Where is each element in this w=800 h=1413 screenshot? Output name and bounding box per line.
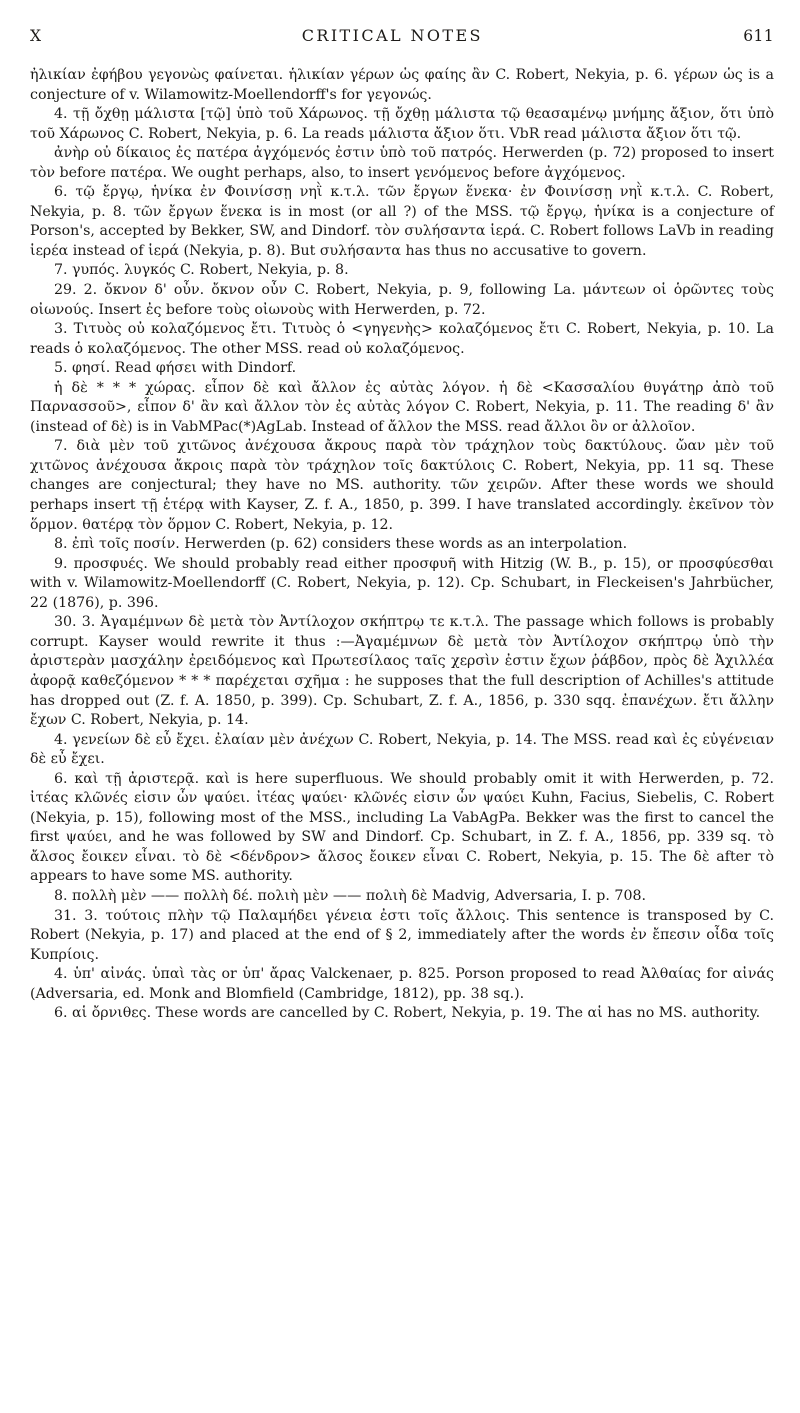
note-paragraph: 4. ὑπ' αἰνάς. ὑπαὶ τὰς or ὑπ' ἄρας Valckenaer, p. 825. Porson proposed to read Ἀλθαίας for αἰνάς (Adversaria, ed. Monk and Blomfield (Cambridge, 1812), pp. 38 sq.). [30,966,774,1002]
note-paragraph: 4. τῇ ὄχθῃ μάλιστα [τῷ] ὑπὸ τοῦ Χάρωνος. τῇ ὄχθῃ μάλιστα τῷ θεασαμένῳ μνήμης ἄξιον, ὅτι ὑπὸ τοῦ Χάρωνος C. Robert, Nekyia, p. 6. La reads μάλιστα ἄξιον ὅτι. VbR read μάλιστα ἄξιον ὅτι τῷ. [30,106,774,142]
note-paragraph: 7. γυπός. λυγκός C. Robert, Nekyia, p. 8. [54,262,349,279]
running-title: CRITICAL NOTES [301,26,483,45]
note-paragraph: 7. διὰ μὲν τοῦ χιτῶνος ἀνέχουσα ἄκρους παρὰ τὸν τράχηλον τοὺς δακτύλους. ὤαν μὲν τοῦ χιτῶνος ἀνέχουσα ἄκροις παρὰ τὸν τράχηλον τοῖς δακτύλοις C. Robert, Nekyia, pp. 11 sq. These changes are conjectural; they have no MS. authority. τῶν χειρῶν. After these words we should perhaps insert τῇ ἑτέρᾳ with Kayser, Z. f. A., 1850, p. 399. I have translated accordingly. ἐκεῖνον τὸν ὅρμον. θατέρᾳ τὸν ὅρμον C. Robert, Nekyia, p. 12. [30,438,774,533]
notes-body [30,66,774,1024]
chapter-number: X [30,27,42,45]
page-number: 611 [743,27,774,45]
note-paragraph: 8. πολλὴ μὲν —— πολλὴ δέ. πολιὴ μὲν —— πολιὴ δὲ Madvig, Adversaria, I. p. 708. [54,887,647,904]
note-paragraph: 5. φησί. Read φήσει with Dindorf. [54,360,297,377]
note-paragraph: ἀνὴρ οὐ δίκαιος ἐς πατέρα ἀγχόμενός ἐστιν ὑπὸ τοῦ πατρός. Herwerden (p. 72) proposed to insert τὸν before πατέρα. We ought perhaps, also, to insert γενόμενος before ἀγχόμενος. [30,145,774,181]
note-paragraph: 6. τῷ ἔργῳ, ἡνίκα ἐν Φοινίσσῃ νηῒ κ.τ.λ. τῶν ἔργων ἕνεκα· ἐν Φοινίσσῃ νηῒ κ.τ.λ. C. Robert, Nekyia, p. 8. τῶν ἔργων ἕνεκα is in most (or all ?) of the MSS. τῷ ἔργῳ, ἡνίκα is a conjecture of Porson's, accepted by Bekker, SW, and Dindorf. τὸν συλήσαντα ἱερά. C. Robert follows LaVb in reading ἱερέα instead of ἱερά (Nekyia, p. 8). But συλήσαντα has thus no accusative to govern. [30,184,774,259]
note-paragraph: 3. Τιτυὸς οὐ κολαζόμενος ἔτι. Τιτυὸς ὁ <γηγενὴς> κολαζόμενος ἔτι C. Robert, Nekyia, p. 10. La reads ὁ κολαζόμενος. The other MSS. read οὐ κολαζόμενος. [30,321,774,357]
note-paragraph: 30. 3. Ἀγαμέμνων δὲ μετὰ τὸν Ἀντίλοχον σκήπτρῳ τε κ.τ.λ. The passage which follows is probably corrupt. Kayser would rewrite it thus :—Ἀγαμέμνων δὲ μετὰ τὸν Ἀντίλοχον σκήπτρῳ ὑπὸ τὴν ἀριστερὰν μασχάλην ἐρειδόμενος καὶ Πρωτεσίλαος ταῖς χερσὶν ἐστιν ἔχων ῥάβδον, πρὸς δὲ Ἀχιλλέα ἀφορᾷ καθεζόμενον * * * παρέχεται σχῆμα : he supposes that the full description of Achilles's attitude has dropped out (Z. f. A. 1850, p. 399). Cp. Schubart, Z. f. A., 1856, p. 330 sqq. ἐπανέχων. ἔτι ἄλλην ἔχων C. Robert, Nekyia, p. 14. [30,614,774,729]
note-paragraph: 4. γενείων δὲ εὖ ἔχει. ἐλαίαν μὲν ἀνέχων C. Robert, Nekyia, p. 14. The MSS. read καὶ ἐς εὐγένειαν δὲ εὖ ἔχει. [30,731,774,768]
note-paragraph: ἠλικίαν ἐφήβου γεγονὼς φαίνεται. ἡλικίαν γέρων ὡς φαίης ἂν C. Robert, Nekyia, p. 6. γέρων ὡς is a conjecture of v. Wilamowitz-Moellendorff's for γεγονώς. [30,67,774,103]
note-paragraph: ἡ δὲ * * * χώρας. εἶπον δὲ καὶ ἄλλον ἐς αὐτὰς λόγον. ἡ δὲ <Κασσαλίου θυγάτηρ ἀπὸ τοῦ Παρνασσοῦ>, εἶπον δ' ἂν καὶ ἄλλον τὸν ἐς αὐτὰς λόγον C. Robert, Nekyia, p. 11. The reading δ' ἂν (instead of δὲ) is in VabMPac(*)AgLab. Instead of ἄλλον the MSS. read ἄλλοι ὂν or ἀλλοῖον. [30,379,774,435]
note-paragraph: 29. 2. ὄκνον δ' οὖν. ὄκνον οὖν C. Robert, Nekyia, p. 9, following La. μάντεων οἱ ὁρῶντες τοὺς οἰωνούς. Insert ἐς before τοὺς οἰωνοὺς with Herwerden, p. 72. [30,282,774,318]
running-head [30,26,774,62]
note-paragraph: 8. ἐπὶ τοῖς ποσίν. Herwerden (p. 62) considers these words as an interpolation. [54,536,628,553]
note-paragraph: 9. προσφυές. We should probably read either προσφυῆ with Hitzig (W. B., p. 15), or προσφύεσθαι with v. Wilamowitz-Moellendorff (C. Robert, Nekyia, p. 12). Cp. Schubart, in Fleckeisen's Jahrbücher, 22 (1876), p. 396. [30,555,774,611]
note-paragraph: 31. 3. τούτοις πλὴν τῷ Παλαμήδει γένεια ἐστι τοῖς ἄλλοις. This sentence is transposed by C. Robert (Nekyia, p. 17) and placed at the end of § 2, immediately after the words ἐν ἔπεσιν οἶδα τοῖς Κυπρίοις. [30,907,774,963]
note-paragraph: 6. καὶ τῇ ἀριστερᾷ. καὶ is here superfluous. We should probably omit it with Herwerden, p. 72. ἰτέας κλῶνές εἰσιν ὧν ψαύει. ἰτέας ψαύει· κλῶνές εἰσιν ὧν ψαύει Kuhn, Facius, Siebelis, C. Robert (Nekyia, p. 15), following most of the MSS., including La VabAgPa. Bekker was the first to cancel the first ψαύει, and he was followed by SW and Dindorf. Cp. Schubart, in Z. f. A., 1856, pp. 339 sq. τὸ ἄλσος ἔοικεν εἶναι. τὸ δὲ <δένδρον> ἄλσος ἔοικεν εἶναι C. Robert, Nekyia, p. 15. The δὲ after τὸ appears to have some MS. authority. [30,770,774,885]
note-paragraph: 6. αἱ ὄρνιθες. These words are cancelled by C. Robert, Nekyia, p. 19. The αἱ has no MS. authority. [54,1005,761,1022]
